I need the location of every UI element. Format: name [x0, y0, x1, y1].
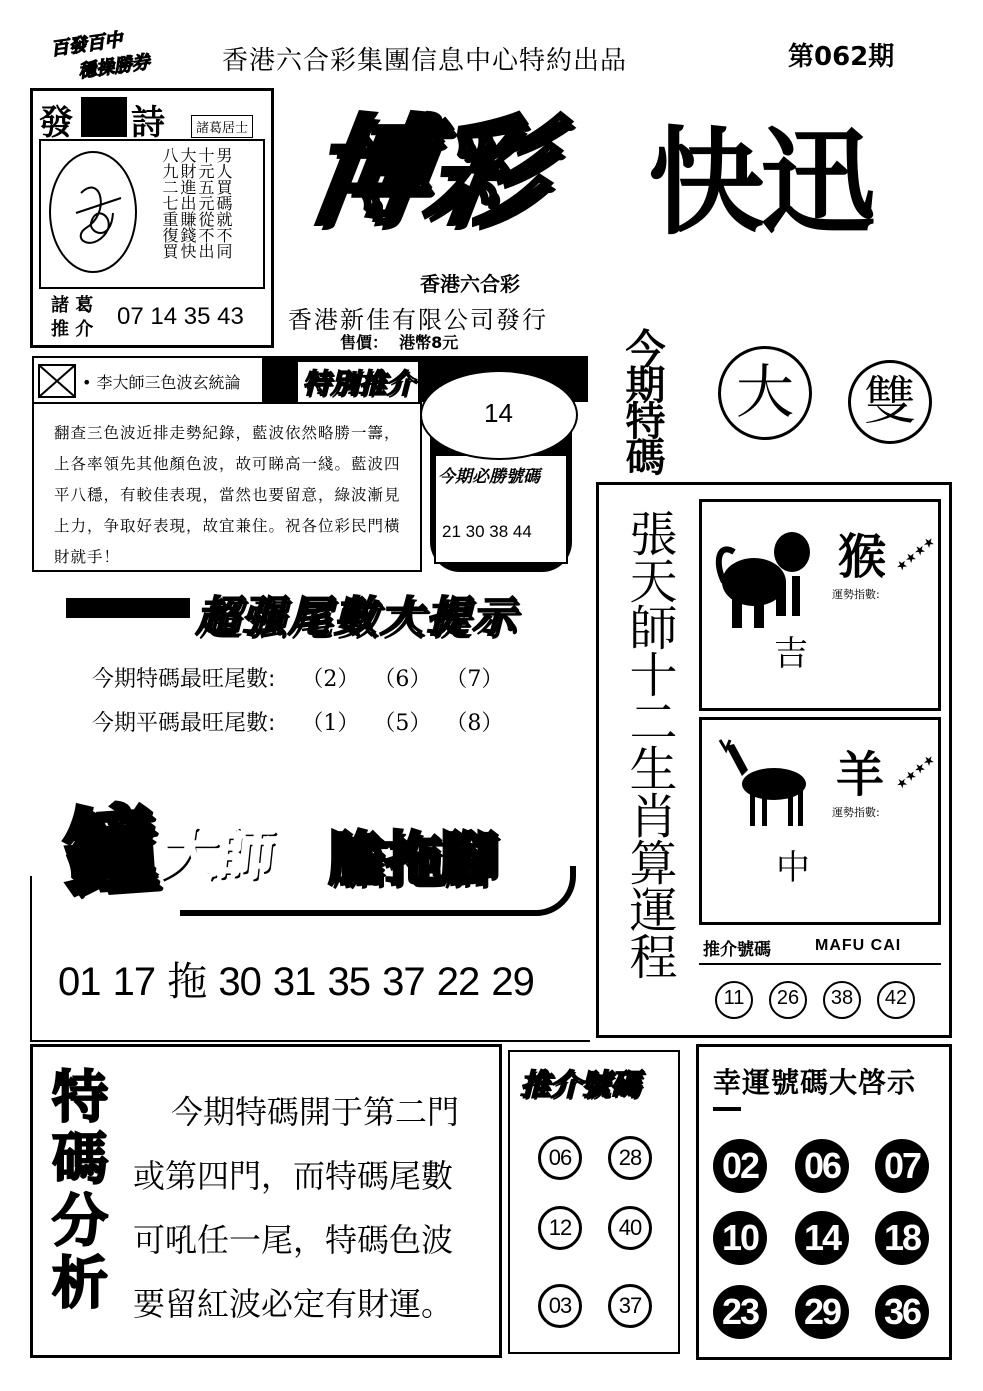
zodiac-monkey-index-label: 運勢指數:	[832, 588, 880, 601]
zhang-rec-label: 推介號碼	[703, 940, 771, 960]
rec-number-2: 28	[608, 1136, 652, 1180]
zodiac-goat-fortune: 中	[776, 848, 810, 888]
poem-line-3: 大財進出賺錢快	[178, 147, 197, 259]
analysis-line-1: 今期特碼開于第二門	[171, 1093, 460, 1131]
zhang-rec-row	[699, 931, 941, 965]
masthead-sub2: 香港新佳有限公司發行	[288, 306, 548, 334]
special-char-2: 雙	[863, 372, 916, 432]
lucky-ball-8: 29	[795, 1285, 849, 1339]
zhang-rec-2: 26	[769, 981, 807, 1019]
zodiac-monkey-stars: ★★★★	[893, 533, 939, 576]
drum-number: 14	[484, 398, 513, 428]
slogan-badge	[49, 17, 185, 87]
masthead-title-b: 快迅	[648, 116, 872, 251]
special-label: 今期特碼	[619, 328, 665, 472]
li-tag: 特別推介	[298, 362, 418, 402]
analysis-box	[30, 1044, 502, 1358]
poem-title-right: 詩	[131, 103, 165, 143]
zhong-numbers: 01 17 拖 30 31 35 37 22 29	[58, 960, 534, 1004]
poem-line-1: 男人買碼就不同	[214, 147, 233, 259]
monkey-icon	[714, 522, 818, 632]
lucky-ball-6: 18	[875, 1211, 929, 1265]
signature-icon	[51, 153, 135, 271]
analysis-line-2: 或第四門，而特碼尾數	[133, 1157, 454, 1195]
tail-row-1-v2: （6）	[373, 667, 432, 692]
rec-number-1: 06	[538, 1136, 582, 1180]
zodiac-card-goat	[699, 717, 941, 925]
rec-numbers-title: 推介號碼	[520, 1068, 640, 1103]
poem-line-4: 八九二七重復買	[160, 147, 179, 259]
li-bar-text: • 李大師三色波玄統論	[82, 373, 241, 392]
poem-author: 諸葛居士	[191, 115, 253, 138]
zhong-title-b: 大師	[158, 822, 277, 887]
lucky-ball-4: 10	[713, 1211, 767, 1265]
zhong-frame-line	[30, 876, 32, 1042]
masthead-sub1: 香港六合彩	[420, 272, 520, 296]
zodiac-monkey-name: 猴	[838, 529, 887, 585]
special-char-1: 大	[735, 358, 794, 426]
zhong-title-a: 鐘	[60, 794, 161, 909]
poem-title-left: 發	[39, 103, 73, 143]
masthead-title-a: 博彩	[300, 103, 556, 241]
zhang-rec-4: 42	[877, 981, 915, 1019]
tail-row-2-v2: （5）	[373, 711, 432, 736]
zhang-title: 張天師十二生肖算運程	[621, 509, 677, 979]
zhang-rec-1: 11	[715, 981, 753, 1019]
lucky-ball-9: 36	[875, 1285, 929, 1339]
number-drum	[420, 362, 580, 576]
drum-numbers: 21 30 38 44	[442, 522, 532, 541]
lucky-ball-7: 23	[713, 1285, 767, 1339]
lucky-box	[696, 1044, 952, 1360]
lucky-ball-1: 02	[713, 1139, 767, 1193]
zhong-title-c: 膽拖腳	[328, 825, 497, 893]
tail-hint-title: 超强尾數大提示	[190, 584, 524, 644]
poem-rec-label-2: 推 介	[51, 319, 94, 340]
li-body: 翻查三色波近排走勢紀錄，藍波依然略勝一籌，上各率領先其他顏色波，故可睇高一綫。藍波四平八穩，有較佳表現，當然也要留意，綠波漸見上力，争取好表現，故宜兼住。祝各位彩民門橫財就手！	[54, 424, 401, 566]
lucky-ball-2: 06	[795, 1139, 849, 1193]
zodiac-goat-name: 羊	[836, 747, 885, 803]
analysis-line-4: 要留紅波必定有財運。	[133, 1285, 454, 1323]
tail-row-2	[92, 706, 503, 737]
masthead-price: 售價： 港幣8元	[340, 333, 459, 352]
publisher-line: 香港六合彩集團信息中心特約出品	[222, 46, 628, 76]
lucky-title: 幸運號碼大啓示	[713, 1066, 917, 1099]
zodiac-monkey-fortune: 吉	[774, 634, 808, 674]
special-circle-1	[718, 346, 812, 440]
zhong-frame-bottom	[30, 1040, 590, 1042]
tail-row-1	[92, 662, 503, 693]
tail-row-1-label: 今期特碼最旺尾數:	[92, 667, 276, 692]
issue-number: 第062期	[788, 42, 895, 72]
tail-row-1-v1: （2）	[301, 667, 360, 692]
signature-seal	[49, 151, 137, 273]
rec-number-6: 37	[608, 1284, 652, 1328]
lucky-ball-5: 14	[795, 1211, 849, 1265]
special-circle-2	[848, 360, 932, 444]
rec-number-5: 03	[538, 1284, 582, 1328]
slogan-line2: 穩操勝券	[76, 51, 152, 83]
tail-row-2-v3: （8）	[445, 711, 504, 736]
goat-icon	[712, 736, 822, 832]
tail-row-1-v3: （7）	[445, 667, 504, 692]
tail-row-2-v1: （1）	[301, 711, 360, 736]
poem-box	[30, 88, 274, 348]
poem-rec-label-1: 諸 葛	[51, 295, 94, 316]
drum-label: 今期必勝號碼	[438, 467, 540, 487]
zodiac-goat-index-label: 運勢指數:	[832, 806, 880, 819]
rec-number-3: 12	[538, 1206, 582, 1250]
poem-title-block	[81, 97, 127, 137]
poem-lines	[161, 147, 232, 287]
slogan-line1: 百發百中	[49, 29, 124, 61]
rec-numbers-box	[508, 1050, 680, 1354]
checkbox-icon	[38, 364, 76, 398]
poem-rec-numbers: 07 14 35 43	[117, 303, 244, 330]
zhang-box	[596, 482, 952, 1038]
rec-number-4: 40	[608, 1206, 652, 1250]
zhang-rec-3: 38	[823, 981, 861, 1019]
zodiac-card-monkey	[699, 499, 941, 711]
tail-row-2-label: 今期平碼最旺尾數:	[92, 711, 276, 736]
poem-line-2: 十元五元從不出	[196, 147, 215, 259]
analysis-title: 特碼分析	[43, 1067, 108, 1315]
analysis-line-3: 可吼任一尾，特碼色波	[133, 1221, 454, 1259]
zodiac-goat-stars: ★★★★	[893, 751, 939, 794]
zhang-rec-brand: MAFU CAI	[815, 937, 902, 954]
lucky-ball-3: 07	[875, 1139, 929, 1193]
lucky-title-underline	[713, 1107, 741, 1111]
